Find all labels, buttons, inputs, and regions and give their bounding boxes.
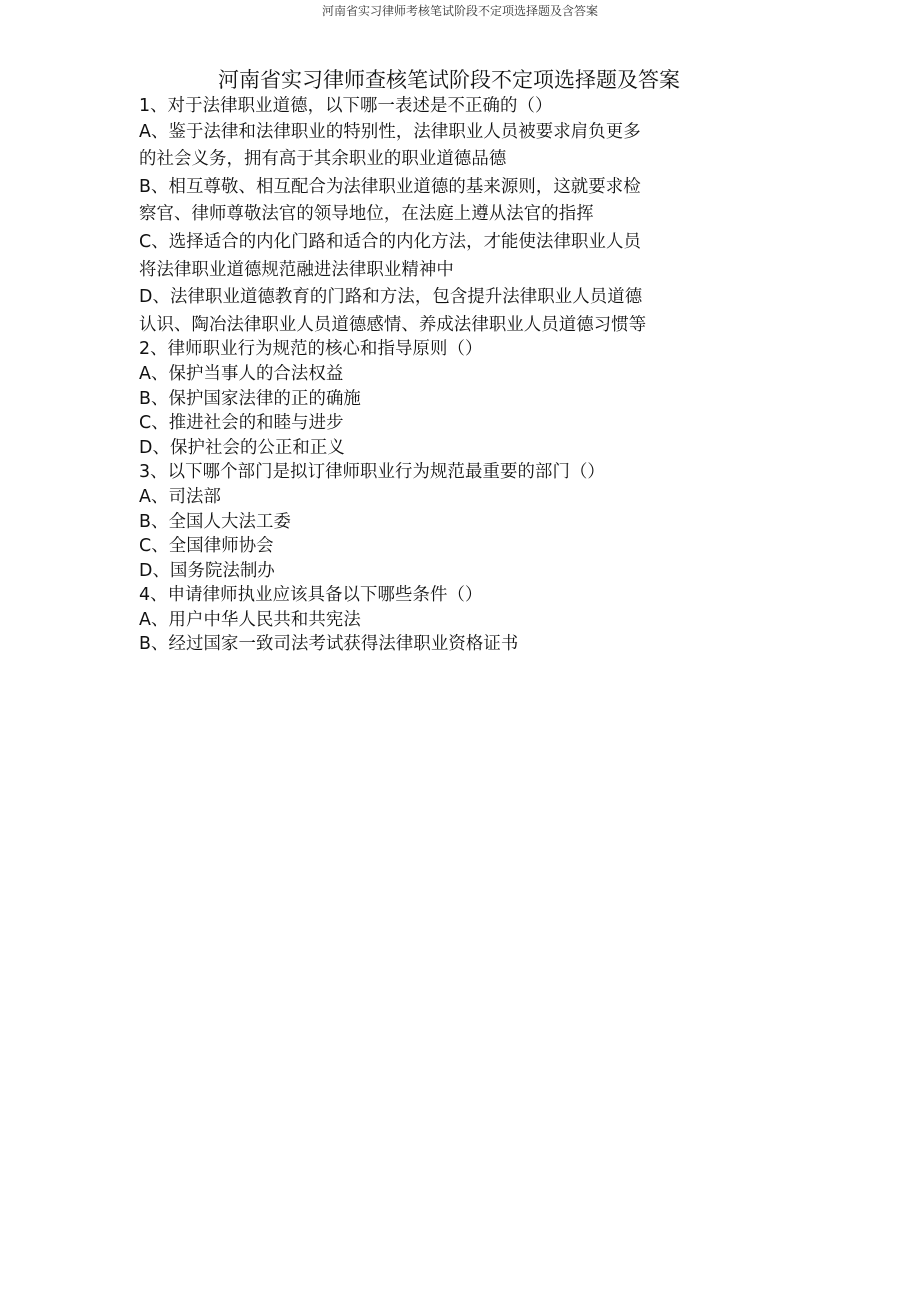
question-4-text: 4、申请律师执业应该具备以下哪些条件（）: [139, 585, 483, 606]
question-1-option-c-continued: 将法律职业道德规范融进法律职业精神中: [139, 259, 454, 280]
question-2-text: 2、律师职业行为规范的核心和指导原则（）: [139, 339, 483, 360]
question-4-option-a: A、用户中华人民共和共宪法: [139, 609, 361, 630]
question-1-option-b: B、相互尊敬、相互配合为法律职业道德的基来源则，这就要求检: [139, 176, 641, 197]
question-1-text: 1、对于法律职业道德，以下哪一表述是不正确的（）: [139, 96, 553, 116]
question-1-option-a-continued: 的社会义务，拥有高于其余职业的职业道德品德: [139, 149, 507, 170]
question-2-option-c: C、推进社会的和睦与进步: [139, 413, 344, 434]
question-3-option-c: C、全国律师协会: [139, 536, 274, 557]
running-header: 河南省实习律师考核笔试阶段不定项选择题及含答案: [321, 4, 598, 18]
question-1-option-d-continued: 认识、陶冶法律职业人员道德感情、养成法律职业人员道德习惯等: [139, 314, 647, 335]
question-3-option-b: B、全国人大法工委: [139, 511, 291, 532]
question-3-option-d: D、国务院法制办: [139, 560, 275, 581]
question-2-option-a: A、保护当事人的合法权益: [139, 363, 344, 384]
question-2-option-b: B、保护国家法律的正的确施: [139, 388, 361, 409]
question-list: [139, 94, 739, 657]
question-2-option-d: D、保护社会的公正和正义: [139, 437, 345, 458]
question-3-option-a: A、司法部: [139, 486, 221, 507]
question-1-option-c: C、选择适合的内化门路和适合的内化方法，才能使法律职业人员: [139, 231, 641, 252]
question-1-option-b-continued: 察官、律师尊敬法官的领导地位，在法庭上遵从法官的指挥: [139, 204, 594, 225]
document-title: 河南省实习律师查核笔试阶段不定项选择题及答案: [218, 68, 680, 92]
question-4-option-b: B、经过国家一致司法考试获得法律职业资格证书: [139, 634, 519, 655]
question-3-text: 3、以下哪个部门是拟订律师职业行为规范最重要的部门（）: [139, 462, 605, 483]
question-1-option-d: D、法律职业道德教育的门路和方法，包含提升法律职业人员道德: [139, 287, 643, 308]
question-1-option-a: A、鉴于法律和法律职业的特别性，法律职业人员被要求肩负更多: [139, 121, 641, 142]
